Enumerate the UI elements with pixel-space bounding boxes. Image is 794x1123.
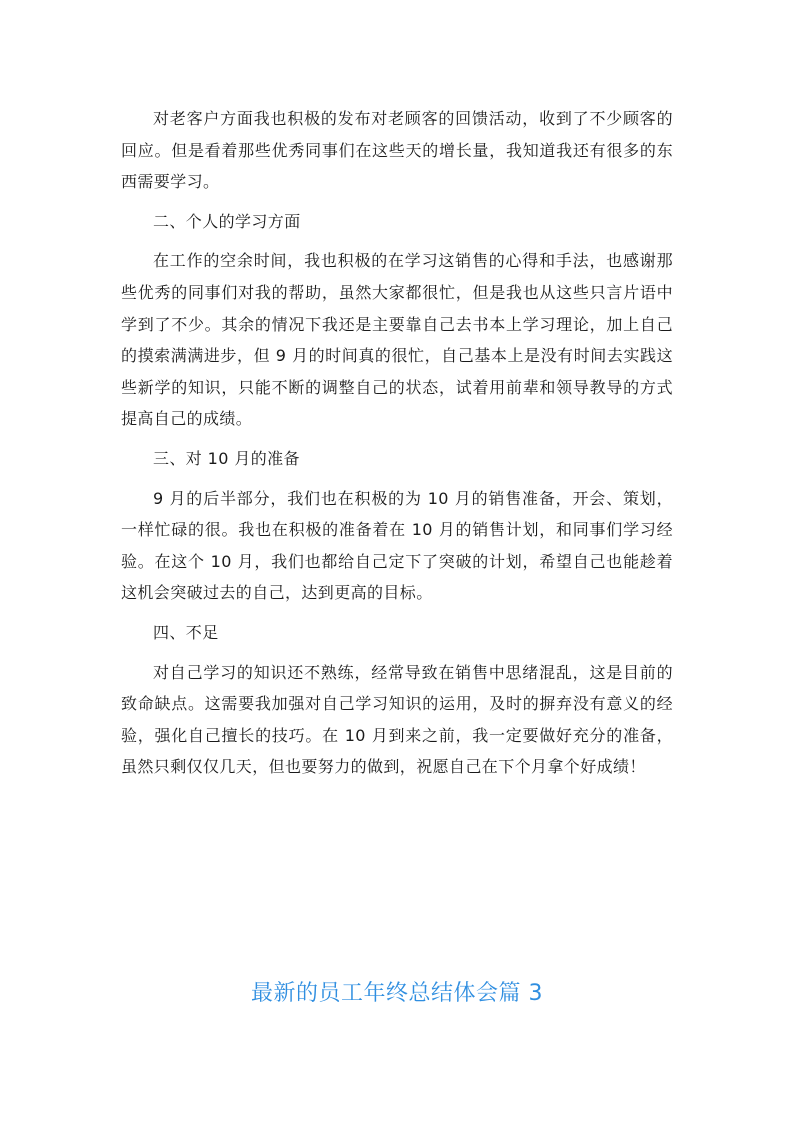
paragraph-old-customers: 对老客户方面我也积极的发布对老顾客的回馈活动，收到了不少顾客的回应。但是看着那些优秀同事们在这些天的增长量，我知道我还有很多的东西需要学习。 bbox=[121, 109, 673, 192]
heading-personal-learning: 二、个人的学习方面 bbox=[153, 211, 301, 231]
paragraph-shortcomings: 对自己学习的知识还不熟练，经常导致在销售中思绪混乱，这是目前的致命缺点。这需要我加强对自己学习知识的运用，及时的摒弃没有意义的经验，强化自己擅长的技巧。在 10 月到来之前，我一定要做好充分的准备，虽然只剩仅仅几天，但也要努力的做到，祝愿自己在下个月拿个好成绩！ bbox=[121, 662, 673, 777]
document-body bbox=[121, 103, 673, 783]
paragraph-personal-learning: 在工作的空余时间，我也积极的在学习这销售的心得和手法，也感谢那些优秀的同事们对我的帮助，虽然大家都很忙，但是我也从这些只言片语中学到了不少。其余的情况下我还是主要靠自己去书本上学习理论，加上自己的摸索满满进步，但 9 月的时间真的很忙，自己基本上是没有时间去实践这些新学的知识，只能不断的调整自己的状态，试着用前辈和领导教导的方式提高自己的成绩。 bbox=[121, 251, 673, 429]
section-title: 最新的员工年终总结体会篇 3 bbox=[251, 981, 543, 1006]
heading-shortcomings: 四、不足 bbox=[153, 622, 219, 642]
paragraph-october-preparation: 9 月的后半部分，我们也在积极的为 10 月的销售准备，开会、策划，一样忙碌的很。我也在积极的准备着在 10 月的销售计划，和同事们学习经验。在这个 10 月，我们也都给自己定下了突破的计划，希望自己也能趁着这机会突破过去的自己，达到更高的目标。 bbox=[121, 488, 673, 603]
heading-october-preparation: 三、对 10 月的准备 bbox=[153, 448, 300, 468]
